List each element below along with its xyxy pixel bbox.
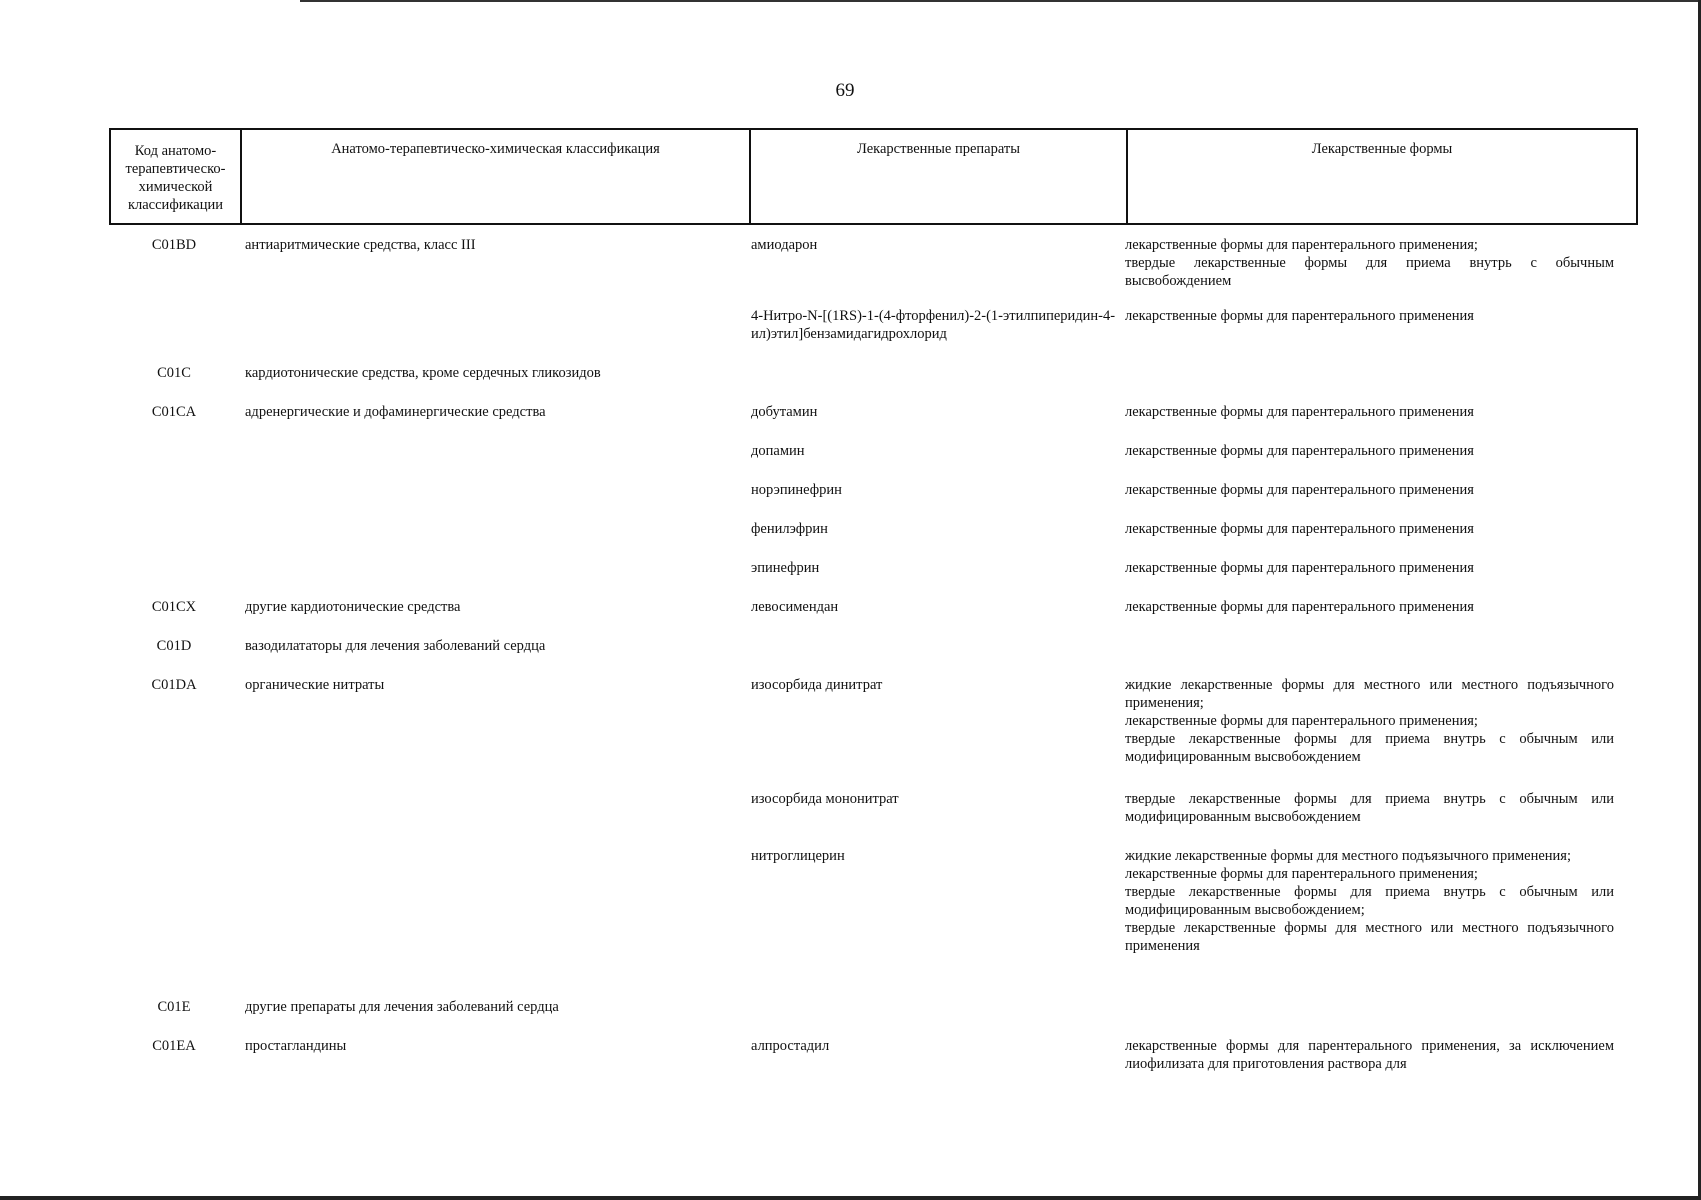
dosage-form: твердые лекарственные формы для приема внутрь с обычным высвобождением: [1125, 255, 1614, 289]
table-row: [109, 790, 1624, 847]
dosage-form: лекарственные формы для парентерального применения: [1125, 599, 1474, 615]
table-row: [109, 307, 1624, 364]
drug-name: левосимендан: [751, 599, 839, 615]
table-row: [109, 442, 1624, 481]
dosage-form: лекарственные формы для парентерального применения: [1125, 560, 1474, 576]
header-drugs: Лекарственные препараты: [750, 129, 1127, 224]
dosage-form: жидкие лекарственные формы для местного подъязычного применения;: [1125, 848, 1572, 864]
atc-code: C01BD: [151, 237, 197, 253]
dosage-form: лекарственные формы для парентерального применения: [1125, 308, 1474, 324]
dosage-forms: [1125, 559, 1614, 577]
drug-name: алпростадил: [751, 1038, 830, 1054]
header-atc-classification: Анатомо-терапевтическо-химическая классификация: [241, 129, 750, 224]
dosage-form: твердые лекарственные формы для приема внутрь с обычным или модифицированным высвобождением: [1125, 731, 1614, 765]
table-row: [109, 637, 1624, 676]
dosage-form: лекарственные формы для парентерального применения: [1125, 404, 1474, 420]
drug-name: добутамин: [751, 404, 818, 420]
table-row: [109, 1037, 1624, 1077]
drug-name: фенилэфрин: [751, 521, 828, 537]
table-row: [109, 364, 1624, 403]
drug-name: эпинефрин: [751, 560, 820, 576]
dosage-form: лекарственные формы для парентерального применения: [1125, 443, 1474, 459]
atc-code: C01CX: [151, 599, 197, 615]
dosage-form: лекарственные формы для парентерального применения;: [1125, 866, 1478, 882]
atc-code: C01E: [157, 999, 191, 1015]
dosage-forms: [1125, 236, 1614, 290]
dosage-form: твердые лекарственные формы для приема внутрь с обычным или модифицированным высвобождением;: [1125, 884, 1614, 918]
table-row: [109, 520, 1624, 559]
dosage-form: лекарственные формы для парентерального применения;: [1125, 713, 1478, 729]
dosage-form: лекарственные формы для парентерального применения: [1125, 482, 1474, 498]
table-row: [109, 847, 1624, 998]
dosage-forms: [1125, 676, 1614, 766]
atc-code: C01C: [157, 365, 191, 381]
atc-classification: органические нитраты: [245, 677, 385, 693]
page-number: 69: [835, 80, 855, 101]
atc-classification: другие препараты для лечения заболеваний сердца: [245, 999, 559, 1015]
atc-classification: кардиотонические средства, кроме сердечных гликозидов: [245, 365, 601, 381]
drug-name: 4-Нитро-N-[(1RS)-1-(4-фторфенил)-2-(1-этилпиперидин-4-ил)этил]бензамидагидрохлорид: [751, 308, 1116, 342]
header-dosage-forms: Лекарственные формы: [1127, 129, 1637, 224]
dosage-form: жидкие лекарственные формы для местного или местного подъязычного применения;: [1125, 677, 1614, 711]
table-row: [109, 481, 1624, 520]
header-atc-code: Код анатомо-терапевтическо-химической классификации: [110, 129, 241, 224]
table-row: [109, 403, 1624, 442]
dosage-forms: [1125, 403, 1614, 421]
dosage-forms: [1125, 442, 1614, 460]
scan-border-top: [300, 0, 1701, 2]
dosage-forms: [1125, 847, 1614, 955]
dosage-form: лекарственные формы для парентерального применения;: [1125, 237, 1478, 253]
dosage-forms: [1125, 790, 1614, 826]
atc-classification: адренергические и дофаминергические средства: [245, 404, 546, 420]
drug-name: норэпинефрин: [751, 482, 842, 498]
drug-name: допамин: [751, 443, 805, 459]
dosage-forms: [1125, 1037, 1614, 1073]
atc-classification: простагландины: [245, 1038, 347, 1054]
dosage-form: лекарственные формы для парентерального применения, за исключением лиофилизата для приготовления раствора для: [1125, 1038, 1614, 1072]
table-row: [109, 559, 1624, 598]
atc-code: C01D: [156, 638, 192, 654]
scan-border-bottom: [0, 1196, 1701, 1200]
table-row: [109, 676, 1624, 790]
dosage-form: твердые лекарственные формы для местного или местного подъязычного применения: [1125, 920, 1614, 954]
atc-code: C01DA: [151, 677, 197, 693]
dosage-forms: [1125, 598, 1614, 616]
atc-code: C01CA: [151, 404, 197, 420]
table-body: [109, 236, 1624, 1077]
drug-name: нитроглицерин: [751, 848, 845, 864]
atc-code: C01EA: [152, 1038, 196, 1054]
drug-name: амиодарон: [751, 237, 818, 253]
table-header: [109, 128, 1638, 225]
dosage-forms: [1125, 481, 1614, 499]
drug-name: изосорбида мононитрат: [751, 791, 899, 807]
table-row: [109, 998, 1624, 1037]
table-row: [109, 598, 1624, 637]
dosage-forms: [1125, 520, 1614, 538]
dosage-form: лекарственные формы для парентерального применения: [1125, 521, 1474, 537]
atc-classification: вазодилататоры для лечения заболеваний сердца: [245, 638, 546, 654]
dosage-form: твердые лекарственные формы для приема внутрь с обычным или модифицированным высвобождением: [1125, 791, 1614, 825]
atc-classification: антиаритмические средства, класс III: [245, 237, 476, 253]
table-row: [109, 236, 1624, 307]
atc-classification: другие кардиотонические средства: [245, 599, 461, 615]
drug-name: изосорбида динитрат: [751, 677, 883, 693]
dosage-forms: [1125, 307, 1614, 325]
